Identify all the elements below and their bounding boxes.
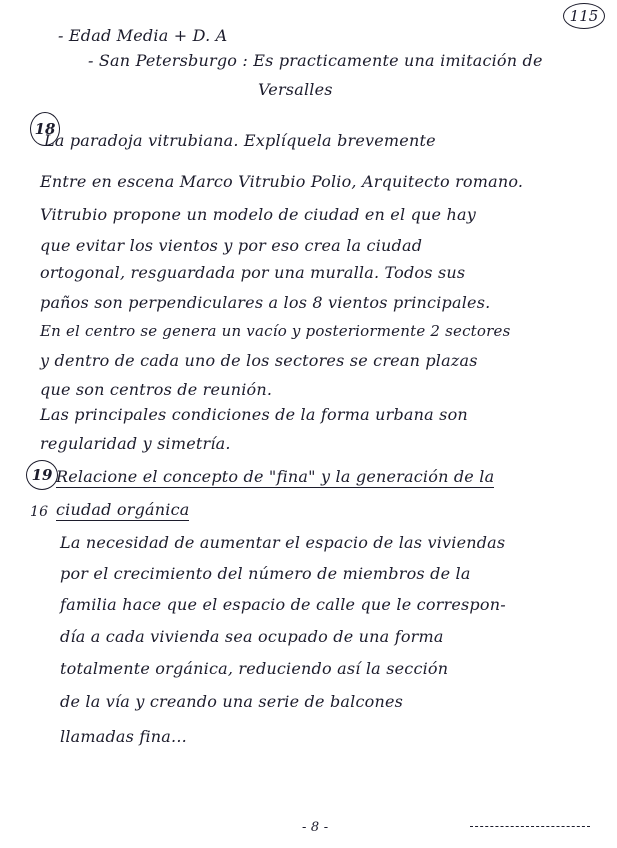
q19-answer-line-1: La necesidad de aumentar el espacio de las viviendas (60, 533, 506, 552)
q19-answer-line-3: familia hace que el espacio de calle que le correspon- (60, 595, 506, 614)
question-19-title-line-1: Relacione el concepto de "fina" y la generación de la (56, 467, 495, 486)
note-line-3: Versalles (258, 80, 333, 99)
q18-answer-line-8: que son centros de reunión. (40, 380, 273, 399)
q19-answer-line-4: día a cada vivienda sea ocupado de una forma (60, 627, 444, 646)
page-number: 115 (563, 3, 605, 29)
q18-answer-line-2: Vitrubio propone un modelo de ciudad en el que hay (40, 205, 476, 224)
q18-answer-line-3: que evitar los vientos y por eso crea la ciudad (40, 236, 423, 255)
q18-answer-line-9: Las principales condiciones de la forma urbana son (40, 405, 468, 424)
q18-answer-line-5: paños son perpendiculares a los 8 vientos principales. (40, 293, 491, 312)
note-line-1: - Edad Media + D. A (58, 26, 228, 45)
question-18-number: 18 (30, 112, 60, 146)
margin-score-note: 16 (30, 504, 49, 520)
q18-answer-line-7: y dentro de cada uno de los sectores se crean plazas (40, 351, 478, 370)
q18-answer-line-10: regularidad y simetría. (40, 434, 231, 453)
q18-answer-line-4: ortogonal, resguardada por una muralla. Todos sus (40, 263, 466, 282)
footer-dashed-line (470, 826, 590, 827)
q19-answer-line-6: de la vía y creando una serie de balcones (60, 692, 404, 711)
page-footer: - 8 - (302, 820, 329, 835)
question-19-number: 19 (26, 460, 58, 490)
question-19-title-line-2: ciudad orgánica (56, 500, 190, 519)
q18-answer-line-6: En el centro se genera un vacío y posteriormente 2 sectores (40, 322, 511, 340)
q18-answer-line-1: Entre en escena Marco Vitrubio Polio, Arquitecto romano. (40, 172, 524, 191)
q19-answer-line-5: totalmente orgánica, reduciendo así la sección (60, 659, 449, 678)
note-line-2: - San Petersburgo : Es practicamente una imitación de (88, 51, 543, 70)
q19-answer-line-7: llamadas fina... (60, 727, 187, 746)
question-18-title: La paradoja vitrubiana. Explíquela brevemente (44, 131, 436, 150)
q19-answer-line-2: por el crecimiento del número de miembros de la (60, 564, 471, 583)
